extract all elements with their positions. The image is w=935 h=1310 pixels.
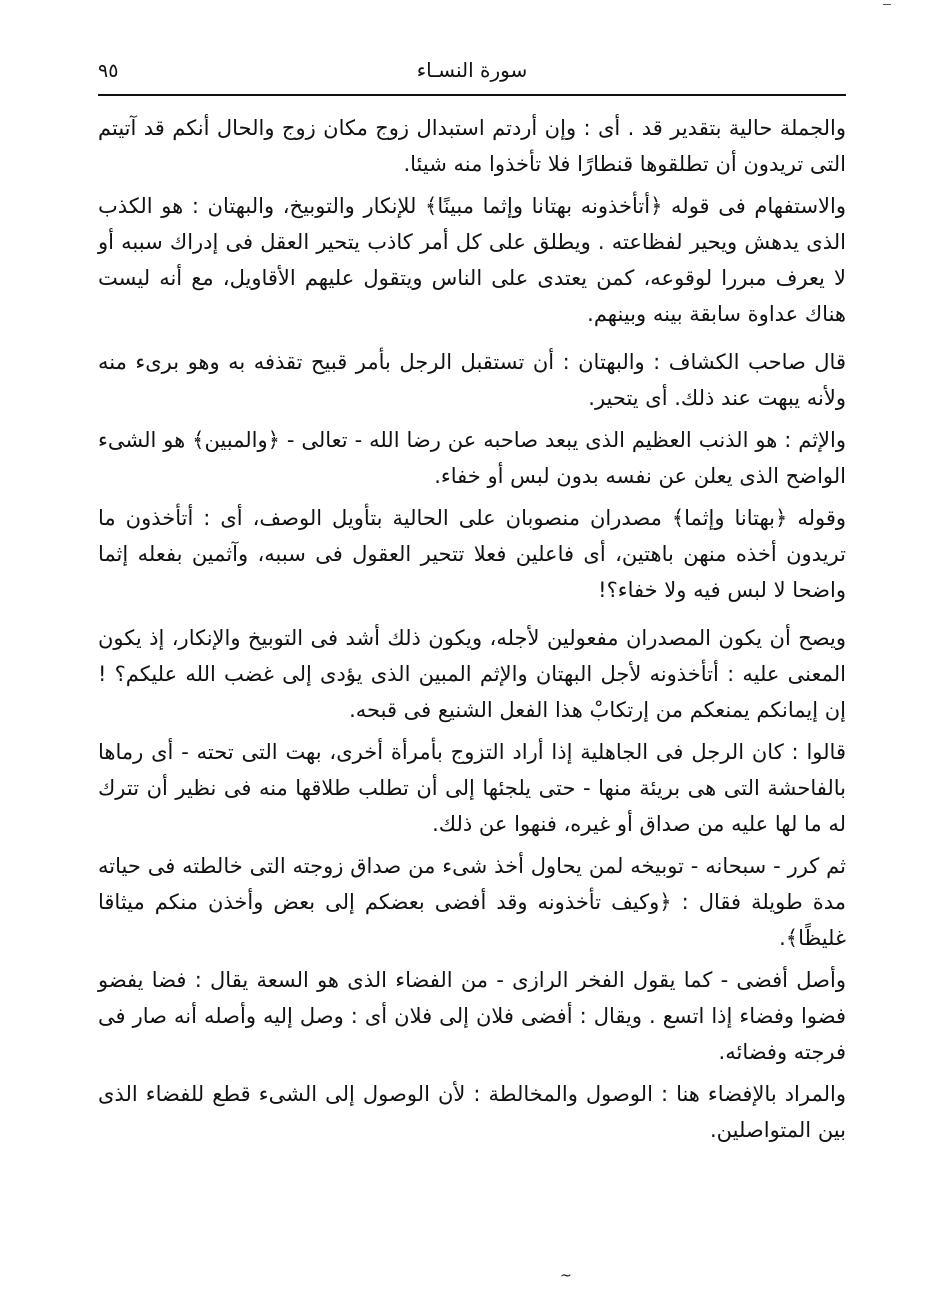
paragraph-8: ثم كرر - سبحانه - توبيخه لمن يحاول أخذ شىء من صداق زوجته التى خالطته فى حياته مدة طويلة فقال : ﴿وكيف تأخذونه وقد أفضى بعضكم إلى بعض وأخذن منكم ميثاقا غليظًا﴾. bbox=[98, 854, 846, 950]
paragraph-6: ويصح أن يكون المصدران مفعولين لأجله، ويكون ذلك أشد فى التوبيخ والإنكار، إذ يكون المعنى عليه : أتأخذونه لأجل البهتان والإثم المبين الذى يؤدى إلى غضب الله عليكم؟ ! إن إيمانكم يمنعكم من إرتكابْ هذا الفعل الشنيع فى قبحه. bbox=[98, 626, 846, 722]
page-header bbox=[98, 56, 846, 96]
corner-mark bbox=[883, 4, 891, 5]
paragraph-7: قالوا : كان الرجل فى الجاهلية إذا أراد التزوج بأمرأة أخرى، بهت التى تحته - أى رماها بالفاحشة التى هى بريئة منها - حتى يلجئها إلى أن تطلب طلاقها منه فى نظير أن تترك له ما لها عليه من صداق أو غيره، فنهوا عن ذلك. bbox=[98, 740, 846, 836]
paragraph-4: والإثم : هو الذنب العظيم الذى يبعد صاحبه عن رضا الله - تعالى - ﴿والمبين﴾ هو الشىء الواضح الذى يعلن عن نفسه بدون لبس أو خفاء. bbox=[98, 428, 846, 488]
paragraph-9: وأصل أفضى - كما يقول الفخر الرازى - من الفضاء الذى هو السعة يقال : فضا يفضو فضوا وفضاء إذا اتسع . ويقال : أفضى فلان إلى فلان أى : وصل إليه وأصله أنه صار فى فرجته وفضائه. bbox=[98, 968, 846, 1064]
header-divider bbox=[98, 94, 846, 96]
page-number: ٩٥ bbox=[98, 60, 119, 82]
paragraph-1: والجملة حالية بتقدير قد . أى : وإن أردتم استبدال زوج مكان زوج والحال أنكم قد آتيتم التى تريدون أن تطلقوها قنطارًا فلا تأخذوا منه شيئا. bbox=[98, 116, 846, 176]
surah-title: سورة النسـاء bbox=[416, 58, 528, 82]
page-body bbox=[98, 110, 846, 1154]
paragraph-5: وقوله ﴿بهتانا وإثما﴾ مصدران منصوبان على الحالية بتأويل الوصف، أى : أتأخذون ما تريدون أخذه منهن باهتين، أى فاعلين فعلا تتحير العقول فى سببه، وآثمين بفعله إثما واضحا لا لبس فيه ولا خفاء؟! bbox=[98, 506, 846, 602]
paragraph-2: والاستفهام فى قوله ﴿أتأخذونه بهتانا وإثما مبينًا﴾ للإنكار والتوبيخ، والبهتان : هو الكذب الذى يدهش ويحير لفظاعته . ويطلق على كل أمر كاذب يتحير العقل فى إدراك سببه أو لا يعرف مبررا لوقوعه، كمن يعتدى على الناس ويتقول عليهم الأقاويل، مع أنه ليست هناك عداوة سابقة بينه وبينهم. bbox=[98, 194, 846, 326]
paragraph-3: قال صاحب الكشاف : والبهتان : أن تستقبل الرجل بأمر قبيح تقذفه به وهو برىء منه ولأنه يبهت عند ذلك. أى يتحير. bbox=[98, 350, 846, 410]
paragraph-10: والمراد بالإفضاء هنا : الوصول والمخالطة : لأن الوصول إلى الشىء قطع للفضاء الذى بين المتواصلين. bbox=[98, 1082, 846, 1142]
footer-mark: ~ bbox=[560, 1268, 572, 1284]
